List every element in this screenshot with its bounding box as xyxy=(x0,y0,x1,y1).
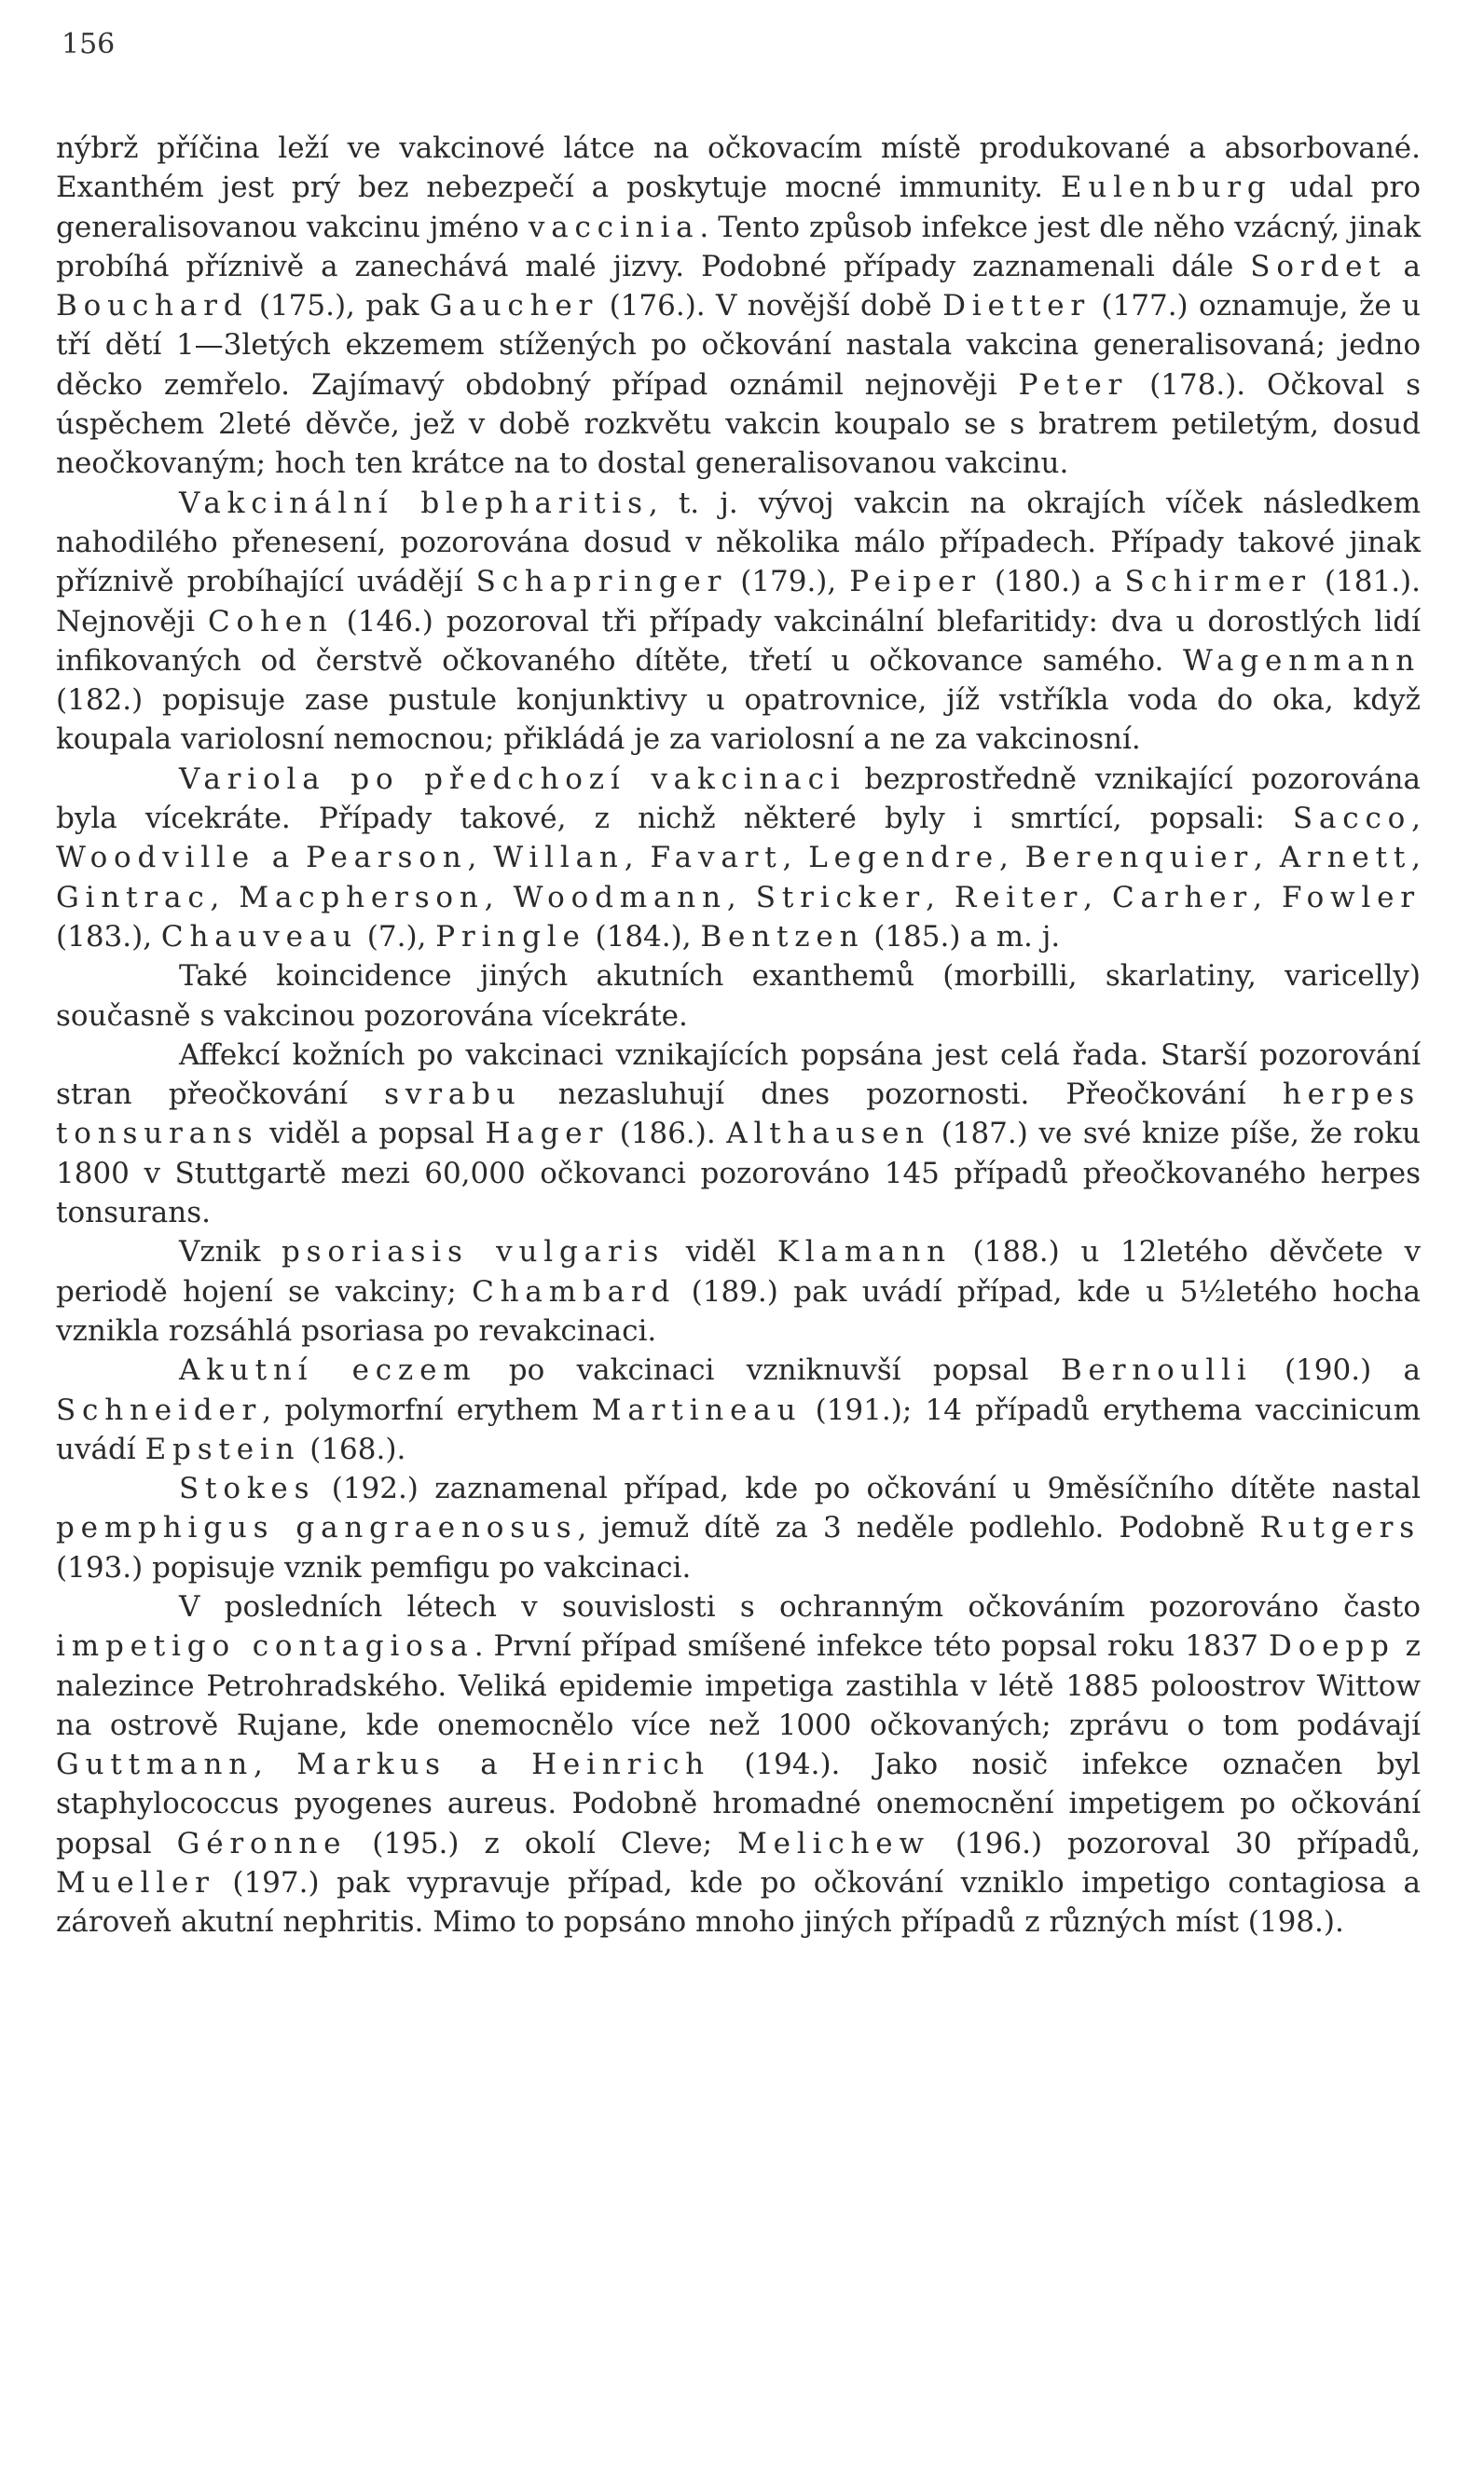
text-run: , xyxy=(254,1748,297,1782)
paragraph xyxy=(56,1587,1421,1942)
text-run: (186.). xyxy=(609,1117,727,1151)
text-run: , xyxy=(782,841,809,875)
text-run: , xyxy=(998,841,1025,875)
text-run: nezasluhují dnes pozornosti. Přeočkování xyxy=(521,1078,1283,1112)
spaced-term: Klamann xyxy=(776,1235,952,1270)
spaced-term: Sacco xyxy=(1292,802,1412,836)
spaced-term: Gaucher xyxy=(429,289,599,323)
spaced-term: pemphigus gangraenosus xyxy=(56,1511,578,1545)
text-run: , xyxy=(1083,880,1112,914)
text-run: a xyxy=(254,841,307,875)
text-run: (168.). xyxy=(300,1432,406,1466)
spaced-term: Hager xyxy=(485,1117,610,1151)
paragraph xyxy=(56,1232,1421,1351)
text-run: , jemuž dítě za 3 neděle podlehlo. Podobně xyxy=(577,1511,1260,1545)
spaced-term: Peiper xyxy=(849,565,982,599)
text-run: (178.). Očkoval s úspěchem 2leté děvče, jež v době rozkvětu vakcin koupalo se s bratrem petiletým, dosud neočkovaným; hoch ten krátce na to dostal generalisovanou vakcinu. xyxy=(56,367,1422,481)
spaced-term: Vakcinální blepharitis xyxy=(179,486,649,520)
spaced-term: Woodmann xyxy=(513,880,727,914)
text-run: a xyxy=(1386,249,1421,283)
spaced-term: Dietter xyxy=(942,289,1092,323)
paragraph xyxy=(56,760,1421,956)
spaced-term: Macpherson xyxy=(239,880,485,914)
spaced-term: Rutgers xyxy=(1259,1511,1421,1545)
spaced-term: Berenquier xyxy=(1024,841,1255,875)
spaced-term: Schapringer xyxy=(475,565,728,599)
spaced-term: Peter xyxy=(1018,367,1129,402)
spaced-term: Carher xyxy=(1111,880,1254,914)
spaced-term: Reiter xyxy=(954,880,1084,914)
spaced-term: Akutní eczem xyxy=(179,1353,477,1388)
text-run: (188.) u 12letého děvčete v periodě hojení se vakciny; xyxy=(56,1235,1421,1309)
text-run: (194.). Jako nosič infekce označen byl staphylococcus pyogenes aureus. Podobně hromadné onemocnění impetigem po očkování popsal xyxy=(56,1748,1421,1860)
spaced-term: Eulenburg xyxy=(1060,171,1272,205)
page-number: 156 xyxy=(62,28,116,61)
spaced-term: Willan xyxy=(493,841,625,875)
text-run: (179.), xyxy=(727,565,850,599)
spaced-term: Epstein xyxy=(144,1432,301,1466)
spaced-term: Gintrac xyxy=(56,880,211,914)
text-run: (146.) pozoroval tři případy vakcinální blefaritidy: dva u dorostlých lidí infikovaných od čerstvě očkovaného dítěte, třetí u očkovance samého. xyxy=(56,604,1422,678)
spaced-term: Stokes xyxy=(179,1472,316,1506)
text-run: , xyxy=(726,880,756,914)
text-run: Vznik xyxy=(179,1235,282,1270)
text-run: Affekcí kožních po vakcinaci vznikajících popsána jest celá řada. Starší pozorování stran přeočkování xyxy=(56,1037,1421,1112)
text-run: , xyxy=(1411,802,1421,836)
paragraph xyxy=(56,956,1421,1036)
spaced-term: Pearson xyxy=(306,841,468,875)
text-run: (183.), xyxy=(56,919,161,954)
text-run: udal pro generalisovanou vakcinu jméno xyxy=(56,171,1421,244)
text-run: , xyxy=(467,841,494,875)
text-run: (192.) zaznamenal případ, kde po očkování u 9měsíčního dítěte nastal xyxy=(315,1472,1421,1506)
paragraph xyxy=(56,1351,1421,1469)
text-run: , xyxy=(1254,841,1280,875)
spaced-term: Bentzen xyxy=(700,919,865,954)
text-run: (193.) popisuje vznik pemfigu po vakcinaci. xyxy=(56,1550,692,1585)
text-run: a xyxy=(446,1748,532,1782)
spaced-term: Variola po předchozí vakcinaci xyxy=(179,762,846,796)
spaced-term: Wagenmann xyxy=(1183,643,1421,678)
spaced-term: Arnett xyxy=(1279,841,1412,875)
text-run: (196.) pozoroval 30 případů, xyxy=(929,1826,1421,1860)
spaced-term: Heinrich xyxy=(531,1748,710,1782)
text-run: , xyxy=(484,880,514,914)
text-run: (182.) popisuje zase pustule konjunktivy u opatrovnice, jíž vstříkla voda do oka, když koupala variolosní nemocnou; přikládá je za variolosní a ne za vakcinosní. xyxy=(56,683,1421,757)
spaced-term: Chauveau xyxy=(160,919,358,954)
text-run: (176.). V novější době xyxy=(598,289,943,323)
text-run: z nalezince Petrohradského. Veliká epidemie impetiga zastihla v létě 1885 poloostrov Wittow na ostrově Rujane, kde onemocnělo více než 1000 očkovaných; zprávu o tom podávají xyxy=(56,1629,1421,1742)
text-run: (184.), xyxy=(585,919,701,954)
text-run: (180.) a xyxy=(981,565,1125,599)
text-run: . Tento způsob infekce jest dle něho vzácný, jinak probíhá příznivě a zanechává malé jizvy. Podobné případy zaznamenali dále xyxy=(56,210,1422,283)
text-run: V posledních létech v souvislosti s ochranným očkováním pozorováno často xyxy=(179,1589,1421,1624)
text-run: , xyxy=(1411,841,1421,875)
text-run: (187.) ve své knize píše, že roku 1800 v Stuttgartě mezi 60,000 očkovanci pozorováno 145 případů přeočkovaného herpes tonsurans. xyxy=(56,1117,1422,1230)
spaced-term: Schneider xyxy=(56,1393,263,1427)
text-run: (191.); 14 případů erythema vaccinicum uvádí xyxy=(56,1393,1421,1466)
text-run: nýbrž příčina leží ve vakcinové látce na očkovacím místě produkované a absorbované. Exanthém jest prý bez nebezpečí a poskytuje mocné immunity. xyxy=(56,131,1421,205)
paragraph xyxy=(56,1036,1421,1232)
paragraph xyxy=(56,129,1421,484)
spaced-term: Mueller xyxy=(56,1866,215,1901)
spaced-term: impetigo contagiosa xyxy=(56,1629,474,1664)
spaced-term: Markus xyxy=(296,1748,447,1782)
spaced-term: Bouchard xyxy=(56,289,249,323)
spaced-term: Géronne xyxy=(176,1826,348,1860)
spaced-term: Pringle xyxy=(435,919,586,954)
spaced-term: svrabu xyxy=(384,1078,522,1112)
spaced-term: Woodville xyxy=(56,841,255,875)
text-run: , xyxy=(926,880,955,914)
text-run: viděl a popsal xyxy=(258,1117,486,1151)
text-run: (197.) pak vypravuje případ, kde po očkování vzniklo impetigo contagiosa a zároveň akutní nephritis. Mimo to popsáno mnoho jiných případů z různých míst (198.). xyxy=(56,1866,1421,1940)
document-body xyxy=(56,129,1421,1942)
spaced-term: Martineau xyxy=(591,1393,803,1427)
text-run: (190.) a xyxy=(1252,1353,1422,1388)
text-run: (189.) pak uvádí případ, kde u 5½letého hocha vznikla rozsáhlá psoriasa po revakcinaci. xyxy=(56,1274,1421,1348)
spaced-term: Chambard xyxy=(472,1274,677,1309)
spaced-term: Guttmann xyxy=(56,1748,254,1782)
text-run: po vakcinaci vzniknuvší popsal xyxy=(476,1353,1061,1388)
spaced-term: Favart xyxy=(650,841,783,875)
spaced-term: Cohen xyxy=(208,604,334,638)
text-run: , xyxy=(210,880,240,914)
text-run: , polymorfní erythem xyxy=(262,1393,592,1427)
spaced-term: Stricker xyxy=(755,880,927,914)
spaced-term: Fowler xyxy=(1281,880,1421,914)
text-run: . První případ smíšené infekce této popsal roku 1837 xyxy=(474,1629,1270,1664)
spaced-term: Melichew xyxy=(737,1826,930,1860)
spaced-term: Doepp xyxy=(1269,1629,1395,1664)
spaced-term: herpes tonsurans xyxy=(56,1078,1421,1151)
text-run: viděl xyxy=(665,1235,777,1270)
text-run: (195.) z okolí Cleve; xyxy=(347,1826,738,1860)
spaced-term: psoriasis vulgaris xyxy=(282,1235,666,1270)
paragraph xyxy=(56,1469,1421,1587)
spaced-term: vaccinia xyxy=(528,210,700,244)
text-run: (177.) oznamuje, že u tří dětí 1—3letých ekzemem stížených po očkování nastala vakcina generalisovaná; jedno děcko zemřelo. Zajímavý obdobný případ oznámil nejnověji xyxy=(56,289,1422,402)
text-run: (175.), pak xyxy=(248,289,430,323)
text-run: (181.). Nejnověji xyxy=(56,565,1421,638)
text-run: , xyxy=(1253,880,1282,914)
spaced-term: Bernoulli xyxy=(1060,1353,1253,1388)
spaced-term: Schirmer xyxy=(1124,565,1312,599)
text-run: Také koincidence jiných akutních exanthemů (morbilli, skarlatiny, varicelly) současně s vakcinou pozorována vícekráte. xyxy=(56,959,1421,1033)
text-run: , xyxy=(624,841,651,875)
text-run: , t. j. vývoj vakcin na okrajích víček následkem nahodilého přenesení, pozorována dosud v několika málo případech. Případy takové jinak příznivě probíhající uvádějí xyxy=(56,486,1421,599)
text-run: (185.) a m. j. xyxy=(864,919,1061,954)
paragraph xyxy=(56,484,1421,760)
text-run: (7.), xyxy=(357,919,436,954)
spaced-term: Legendre xyxy=(808,841,999,875)
spaced-term: Sordet xyxy=(1250,249,1387,283)
spaced-term: Althausen xyxy=(726,1117,931,1151)
text-run: bezprostředně vznikající pozorována byla vícekráte. Případy takové, z nichž některé byly i smrtící, popsali: xyxy=(56,762,1421,836)
